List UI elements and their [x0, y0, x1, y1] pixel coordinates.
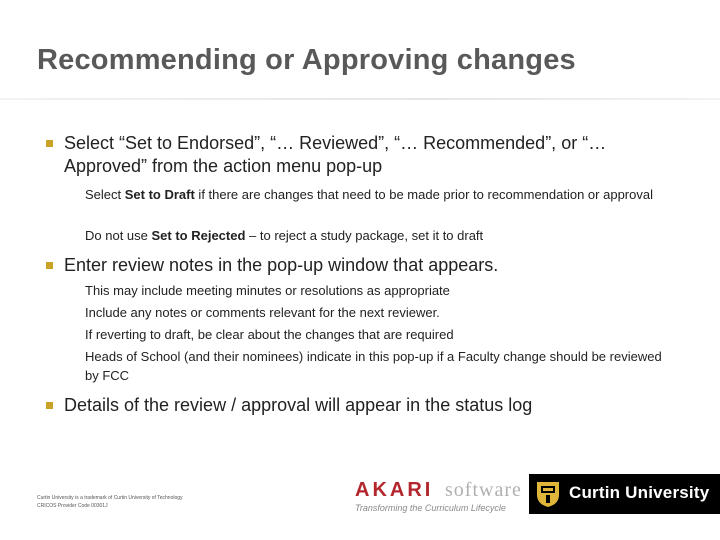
bullet-review-notes [46, 254, 498, 277]
bullet-text-line1: Select “Set to Endorsed”, “… Reviewed”, “… Recommended”, or “… [64, 133, 607, 153]
slide-title: Recommending or Approving changes [37, 44, 576, 76]
footer-legal [37, 494, 183, 510]
sub-text: Do not use [85, 228, 152, 243]
footer-legal-line2: CRICOS Provider Code 00301J [37, 503, 108, 509]
curtin-logo [529, 474, 720, 514]
sub-point-reverting: If reverting to draft, be clear about the changes that are required [85, 327, 454, 342]
sub-text: if there are changes that need to be made prior to recommendation or approval [194, 187, 653, 202]
curtin-logo-name: Curtin University [569, 483, 710, 502]
curtin-crest-icon [535, 480, 561, 508]
sub-bold-text: Set to Rejected [151, 228, 246, 243]
bullet-text-line2: Approved” from the action menu pop-up [64, 156, 383, 176]
bullet-select-status [46, 132, 606, 178]
bullet-text-line1: Details of the review / approval will appear in the status log [64, 395, 533, 415]
sub-point-set-to-rejected [85, 226, 675, 245]
sub-bold-text: Set to Draft [124, 187, 195, 202]
square-bullet-icon [46, 140, 53, 147]
akari-logo-word: AKARI [355, 479, 434, 501]
akari-tagline: Transforming the Curriculum Lifecycle [355, 503, 506, 513]
akari-logo-software: software [445, 479, 522, 501]
sub-point-meeting-minutes: This may include meeting minutes or resolutions as appropriate [85, 283, 450, 298]
akari-logo [355, 479, 525, 515]
sub-text: – to reject a study package, set it to draft [245, 228, 484, 243]
bullet-text-line1: Enter review notes in the pop-up window that appears. [64, 255, 499, 275]
footer-legal-line1: Curtin University is a trademark of Curtin University of Technology [37, 495, 183, 501]
sub-point-set-to-draft [85, 185, 675, 204]
bullet-status-log [46, 394, 532, 417]
sub-point-notes: Include any notes or comments relevant for the next reviewer. [85, 305, 440, 320]
square-bullet-icon [46, 402, 53, 409]
square-bullet-icon [46, 262, 53, 269]
sub-text: Select [85, 187, 125, 202]
title-divider [0, 98, 720, 100]
sub-point-heads-of-school: Heads of School (and their nominees) indicate in this pop-up if a Faculty change should be reviewed by FCC [85, 349, 662, 383]
